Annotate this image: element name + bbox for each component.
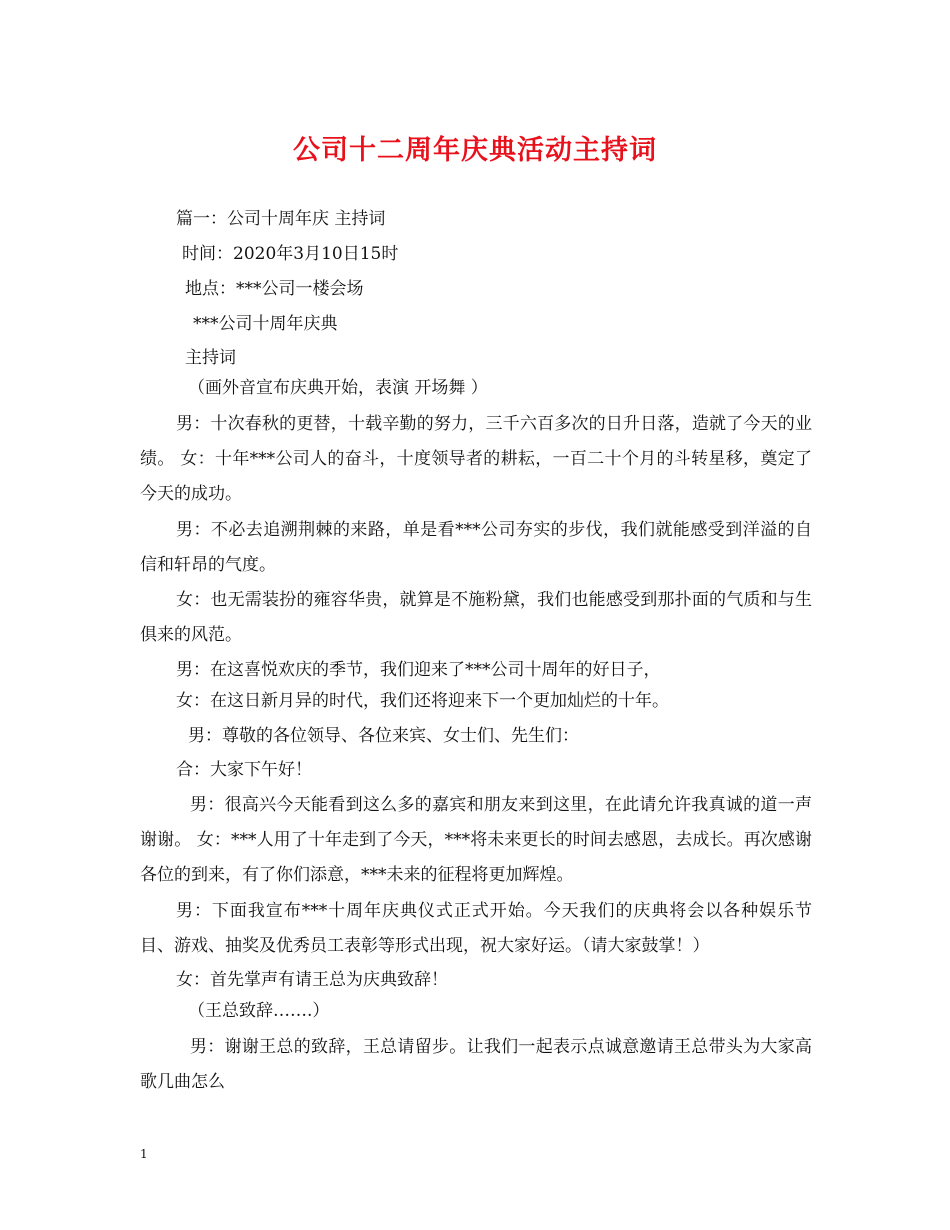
paragraph-location: 地点：***公司一楼会场	[185, 279, 364, 299]
paragraph-dialogue: 合：大家下午好！	[176, 760, 312, 780]
paragraph-time: 时间：2020年3月10日15时	[182, 244, 399, 264]
paragraph-stage-direction: （王总致辞…….）	[188, 1001, 330, 1021]
paragraph-dialogue: 男：尊敬的各位领导、各位来宾、女士们、先生们：	[188, 726, 579, 746]
paragraph-dialogue: 男：很高兴今天能看到这么多的嘉宾和朋友来到这里，在此请允许我真诚的道一声谢谢。 女：***人用了十年走到了今天，***将未来更长的时间去感恩，去成长。再次感谢各位的到来，有了你们添意，***未来的征程将更加辉煌。	[140, 795, 812, 886]
paragraph-dialogue: 女：在这日新月异的时代，我们还将迎来下一个更加灿烂的十年。	[176, 691, 669, 711]
paragraph-dialogue: 男：不必去追溯荆棘的来路，单是看***公司夯实的步伐，我们就能感受到洋溢的自信和轩昂的气度。	[140, 520, 812, 576]
paragraph-dialogue: 女：也无需装扮的雍容华贵，就算是不施粉黛，我们也能感受到那扑面的气质和与生俱来的风范。	[140, 590, 812, 646]
paragraph-dialogue: 女：首先掌声有请王总为庆典致辞！	[176, 970, 448, 990]
paragraph-dialogue: 男：在这喜悦欢庆的季节，我们迎来了***公司十周年的好日子，	[176, 660, 661, 680]
page-number: 1	[140, 1147, 148, 1161]
paragraph-section-heading: 篇一：公司十周年庆 主持词	[176, 209, 386, 229]
document-title: 公司十二周年庆典活动主持词	[293, 135, 657, 166]
paragraph-dialogue: 男：十次春秋的更替，十载辛勤的努力，三千六百多次的日升日落，造就了今天的业绩。 女：十年***公司人的奋斗，十度领导者的耕耘，一百二十个月的斗转星移，奠定了今天的成功。	[140, 414, 812, 505]
paragraph-script-label: 主持词	[185, 348, 236, 368]
paragraph-stage-direction: （画外音宣布庆典开始，表演 开场舞 ）	[188, 378, 488, 398]
paragraph-event-name: ***公司十周年庆典	[193, 314, 338, 334]
paragraph-dialogue: 男：谢谢王总的致辞，王总请留步。让我们一起表示点诚意邀请王总带头为大家高歌几曲怎么	[140, 1037, 812, 1093]
paragraph-dialogue: 男：下面我宣布***十周年庆典仪式正式开始。今天我们的庆典将会以各种娱乐节目、游戏、抽奖及优秀员工表彰等形式出现，祝大家好运。（请大家鼓掌！）	[140, 901, 812, 957]
